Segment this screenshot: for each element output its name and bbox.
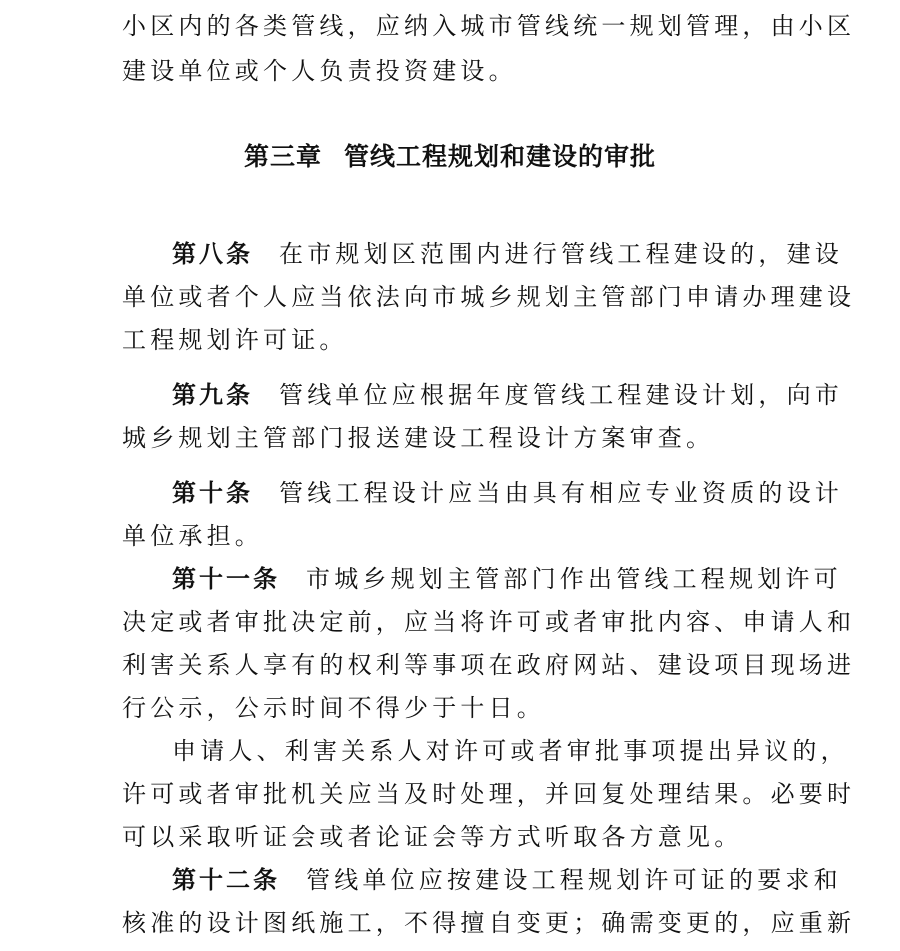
paragraph-objection-line-2: 许可或者审批机关应当及时处理，并回复处理结果。必要时: [122, 780, 856, 808]
article-9-line-1: 第九条 管线单位应根据年度管线工程建设计划，向市: [172, 381, 843, 409]
article-8-line-1: 第八条 在市规划区范围内进行管线工程建设的，建设: [172, 240, 843, 268]
chapter-number: 第三章: [243, 142, 322, 171]
article-8-line-2: 单位或者个人应当依法向市城乡规划主管部门申请办理建设: [122, 283, 856, 311]
article-12-label: 第十二条: [172, 866, 280, 894]
article-8-label: 第八条: [172, 240, 253, 268]
article-11-line-3: 利害关系人享有的权利等事项在政府网站、建设项目现场进: [122, 651, 856, 679]
intro-line-1: 小区内的各类管线，应纳入城市管线统一规划管理，由小区: [122, 12, 856, 40]
chapter-heading: [0, 141, 900, 173]
article-11-line-4: 行公示，公示时间不得少于十日。: [122, 694, 545, 722]
article-11-label: 第十一条: [172, 565, 280, 593]
article-12-line-1: 第十二条 管线单位应按建设工程规划许可证的要求和: [172, 866, 842, 894]
article-9-label: 第九条: [172, 381, 253, 409]
article-12-line-2: 核准的设计图纸施工，不得擅自变更；确需变更的，应重新: [122, 909, 856, 937]
article-10-line-1: 第十条 管线工程设计应当由具有相应专业资质的设计: [172, 479, 843, 507]
article-10-label: 第十条: [172, 479, 253, 507]
article-10-line-2: 单位承担。: [122, 522, 263, 550]
article-11-line-1: 第十一条 市城乡规划主管部门作出管线工程规划许可: [172, 565, 842, 593]
chapter-title: 管线工程规划和建设的审批: [344, 142, 657, 171]
paragraph-objection-line-3: 可以采取听证会或者论证会等方式听取各方意见。: [122, 823, 743, 851]
article-9-line-2: 城乡规划主管部门报送建设工程设计方案审查。: [122, 424, 715, 452]
article-8-line-3: 工程规划许可证。: [122, 326, 348, 354]
intro-line-2: 建设单位或个人负责投资建设。: [122, 57, 517, 85]
paragraph-objection-line-1: 申请人、利害关系人对许可或者审批事项提出异议的，: [172, 737, 849, 765]
article-11-line-2: 决定或者审批决定前，应当将许可或者审批内容、申请人和: [122, 608, 856, 636]
